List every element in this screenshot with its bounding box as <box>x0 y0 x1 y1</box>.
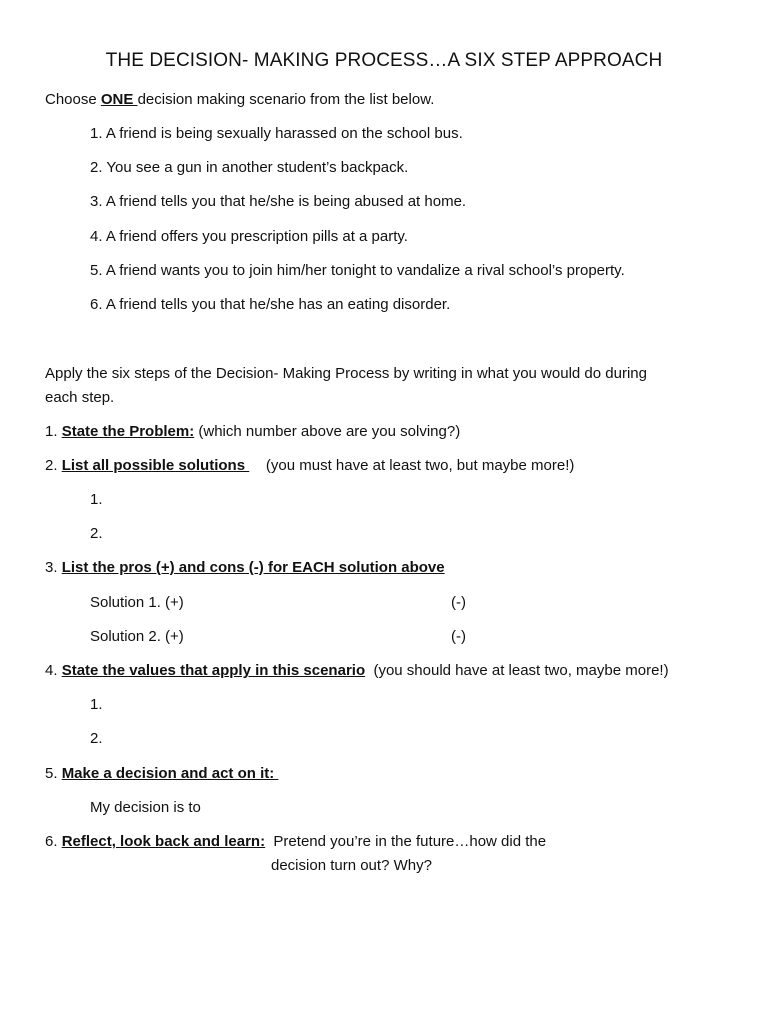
step-number: 5. <box>45 765 62 782</box>
instructions-line-1: Apply the six steps of the Decision- Making Process by writing in what you would do during <box>45 365 647 382</box>
decision-prompt: My decision is to <box>90 799 201 816</box>
value-slot-2: 2. <box>90 730 103 747</box>
step-2 <box>45 456 574 476</box>
step-heading: List the pros (+) and cons (-) for EACH solution above <box>61 559 445 576</box>
intro-before: Choose <box>45 91 101 108</box>
step-heading: Make a decision and act on it: <box>61 765 279 782</box>
step-3 <box>45 558 445 578</box>
step-heading: State the Problem: <box>61 423 195 440</box>
step-6 <box>45 832 546 852</box>
value-slot-1: 1. <box>90 696 103 713</box>
page-title: THE DECISION- MAKING PROCESS…A SIX STEP APPROACH <box>105 50 663 71</box>
scenario-item: 1. A friend is being sexually harassed on the school bus. <box>90 125 463 142</box>
step-number: 6. <box>45 833 62 850</box>
scenario-item: 4. A friend offers you prescription pills at a party. <box>90 228 408 245</box>
step-heading: List all possible solutions <box>61 457 250 474</box>
step-heading: Reflect, look back and learn: <box>61 833 266 850</box>
step-note: (which number above are you solving?) <box>194 423 461 440</box>
step-4 <box>45 661 669 681</box>
step-heading: State the values that apply in this scenario <box>61 662 366 679</box>
cons-label-1: (-) <box>451 594 466 611</box>
scenario-item: 2. You see a gun in another student’s backpack. <box>90 159 409 176</box>
step-note: (you must have at least two, but maybe more!) <box>249 457 575 474</box>
scenario-item: 5. A friend wants you to join him/her tonight to vandalize a rival school’s property. <box>90 262 625 279</box>
pros-label-2: Solution 2. (+) <box>90 628 184 645</box>
step-5 <box>45 764 278 784</box>
step-1 <box>45 422 460 442</box>
cons-label-2: (-) <box>451 628 466 645</box>
instructions-line-2: each step. <box>45 389 115 406</box>
intro-line <box>45 90 434 110</box>
scenario-item: 3. A friend tells you that he/she is being abused at home. <box>90 193 467 210</box>
step-number: 2. <box>45 457 62 474</box>
step-note-continued: decision turn out? Why? <box>271 857 432 874</box>
intro-emphasis: ONE <box>100 91 138 108</box>
step-number: 1. <box>45 423 62 440</box>
step-number: 3. <box>45 559 62 576</box>
solution-slot-1: 1. <box>90 491 103 508</box>
solution-slot-2: 2. <box>90 525 103 542</box>
scenario-item: 6. A friend tells you that he/she has an eating disorder. <box>90 296 451 313</box>
pros-label-1: Solution 1. (+) <box>90 594 184 611</box>
intro-after: decision making scenario from the list below. <box>137 91 435 108</box>
step-number: 4. <box>45 662 62 679</box>
step-note: Pretend you’re in the future…how did the <box>265 833 547 850</box>
step-note: (you should have at least two, maybe more!) <box>365 662 669 679</box>
